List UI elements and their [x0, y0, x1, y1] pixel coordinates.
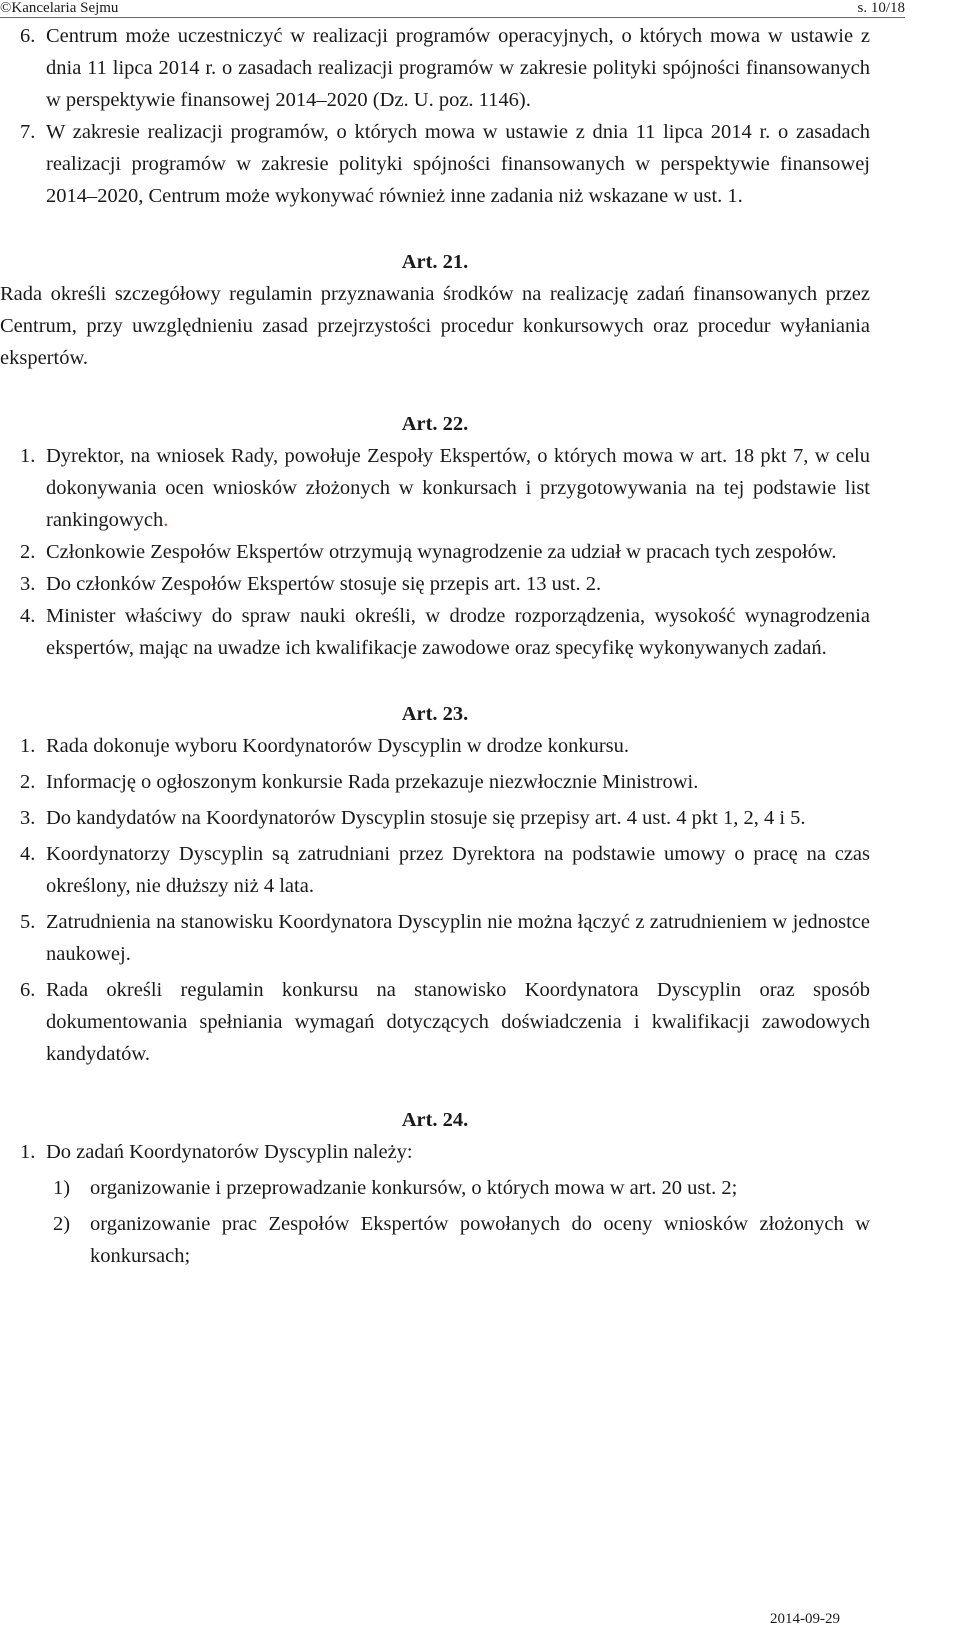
paragraph-text: Koordynatorzy Dyscyplin są zatrudniani przez Dyrektora na podstawie umowy o pracę na czas określony, nie dłuższy niż 4 lata. — [46, 843, 870, 897]
article-23-paragraph-6 — [0, 974, 870, 1070]
paragraph-end-mark: . — [163, 509, 169, 531]
article-22-title: Art. 22. — [401, 413, 469, 435]
paragraph-6 — [0, 20, 870, 116]
point-number: 2) — [53, 1213, 71, 1235]
footer-date: 2014-09-29 — [770, 1611, 840, 1627]
header-page-number: s. 10/18 — [857, 0, 905, 16]
paragraph-text: W zakresie realizacji programów, o których mowa w ustawie z dnia 11 lipca 2014 r. o zasadach realizacji programów w zakresie polityki spójności finansowanych w perspektywie finansowej 2014–2020, Centrum może wykonywać również inne zadania niż wskazane w ust. 1. — [46, 121, 870, 207]
article-22-paragraph-1 — [0, 440, 870, 536]
paragraph-number: 4. — [20, 843, 36, 865]
document-body — [0, 20, 870, 1272]
header-publisher: ©Kancelaria Sejmu — [0, 0, 119, 16]
paragraph-number: 2. — [20, 771, 36, 793]
header-rule — [0, 17, 905, 18]
paragraph-number: 1. — [20, 735, 36, 757]
paragraph-number: 7. — [20, 121, 36, 143]
point-number: 1) — [53, 1177, 71, 1199]
page-header — [0, 0, 960, 18]
article-22-paragraph-3 — [0, 568, 870, 600]
paragraph-number: 4. — [20, 605, 36, 627]
article-23-paragraph-2 — [0, 766, 870, 798]
paragraph-number: 2. — [20, 541, 36, 563]
article-23-paragraph-1 — [0, 730, 870, 762]
article-21-title: Art. 21. — [401, 251, 469, 273]
article-22-paragraph-4 — [0, 600, 870, 664]
article-24-paragraph-1 — [0, 1136, 870, 1168]
paragraph-number: 6. — [20, 979, 36, 1001]
paragraph-text: Rada dokonuje wyboru Koordynatorów Dyscyplin w drodze konkursu. — [46, 735, 630, 757]
paragraph-text: Członkowie Zespołów Ekspertów otrzymują wynagrodzenie za udział w pracach tych zespołów. — [46, 541, 837, 563]
paragraph-number: 1. — [20, 1141, 36, 1163]
paragraph-number: 6. — [20, 25, 36, 47]
article-22-paragraph-2 — [0, 536, 870, 568]
article-24-point-2 — [0, 1208, 870, 1272]
paragraph-text: Do członków Zespołów Ekspertów stosuje się przepis art. 13 ust. 2. — [46, 573, 602, 595]
paragraph-7 — [0, 116, 870, 212]
paragraph-number: 3. — [20, 573, 36, 595]
article-23-paragraph-4 — [0, 838, 870, 902]
article-24-title: Art. 24. — [401, 1109, 469, 1131]
paragraph-number: 3. — [20, 807, 36, 829]
paragraph-text: Minister właściwy do spraw nauki określi, w drodze rozporządzenia, wysokość wynagrodzenia ekspertów, mając na uwadze ich kwalifikacje zawodowe oraz specyfikę wykonywanych zadań. — [46, 605, 870, 659]
paragraph-text: Do zadań Koordynatorów Dyscyplin należy: — [46, 1141, 413, 1163]
paragraph-text: Do kandydatów na Koordynatorów Dyscyplin stosuje się przepisy art. 4 ust. 4 pkt 1, 2, 4 i 5. — [46, 807, 806, 829]
article-23-paragraph-3 — [0, 802, 870, 834]
paragraph-number: 5. — [20, 911, 36, 933]
paragraph-text: Zatrudnienia na stanowisku Koordynatora Dyscyplin nie można łączyć z zatrudnieniem w jednostce naukowej. — [46, 911, 870, 965]
paragraph-text: Rada określi regulamin konkursu na stanowisko Koordynatora Dyscyplin oraz sposób dokumentowania spełniania wymagań dotyczących doświadczenia i kwalifikacji zawodowych kandydatów. — [46, 979, 870, 1065]
paragraph-text: Centrum może uczestniczyć w realizacji programów operacyjnych, o których mowa w ustawie z dnia 11 lipca 2014 r. o zasadach realizacji programów w zakresie polityki spójności finansowanych w perspektywie finansowej 2014–2020 (Dz. U. poz. 1146). — [46, 25, 870, 111]
article-24-point-1 — [0, 1172, 870, 1204]
point-text: organizowanie i przeprowadzanie konkursów, o których mowa w art. 20 ust. 2; — [90, 1177, 738, 1199]
paragraph-text: Informację o ogłoszonym konkursie Rada przekazuje niezwłocznie Ministrowi. — [46, 771, 699, 793]
paragraph-number: 1. — [20, 445, 36, 467]
point-text: organizowanie prac Zespołów Ekspertów powołanych do oceny wniosków złożonych w konkursach; — [90, 1213, 870, 1267]
article-21-text: Rada określi szczegółowy regulamin przyznawania środków na realizację zadań finansowanych przez Centrum, przy uwzględnieniu zasad przejrzystości procedur konkursowych oraz procedur wyłaniania ekspertów. — [0, 283, 870, 369]
article-23-paragraph-5 — [0, 906, 870, 970]
paragraph-text: Dyrektor, na wniosek Rady, powołuje Zespoły Ekspertów, o których mowa w art. 18 pkt 7, w celu dokonywania ocen wniosków złożonych w konkursach i przygotowywania na tej podstawie list rankingowych — [46, 445, 870, 531]
article-23-title: Art. 23. — [401, 703, 469, 725]
